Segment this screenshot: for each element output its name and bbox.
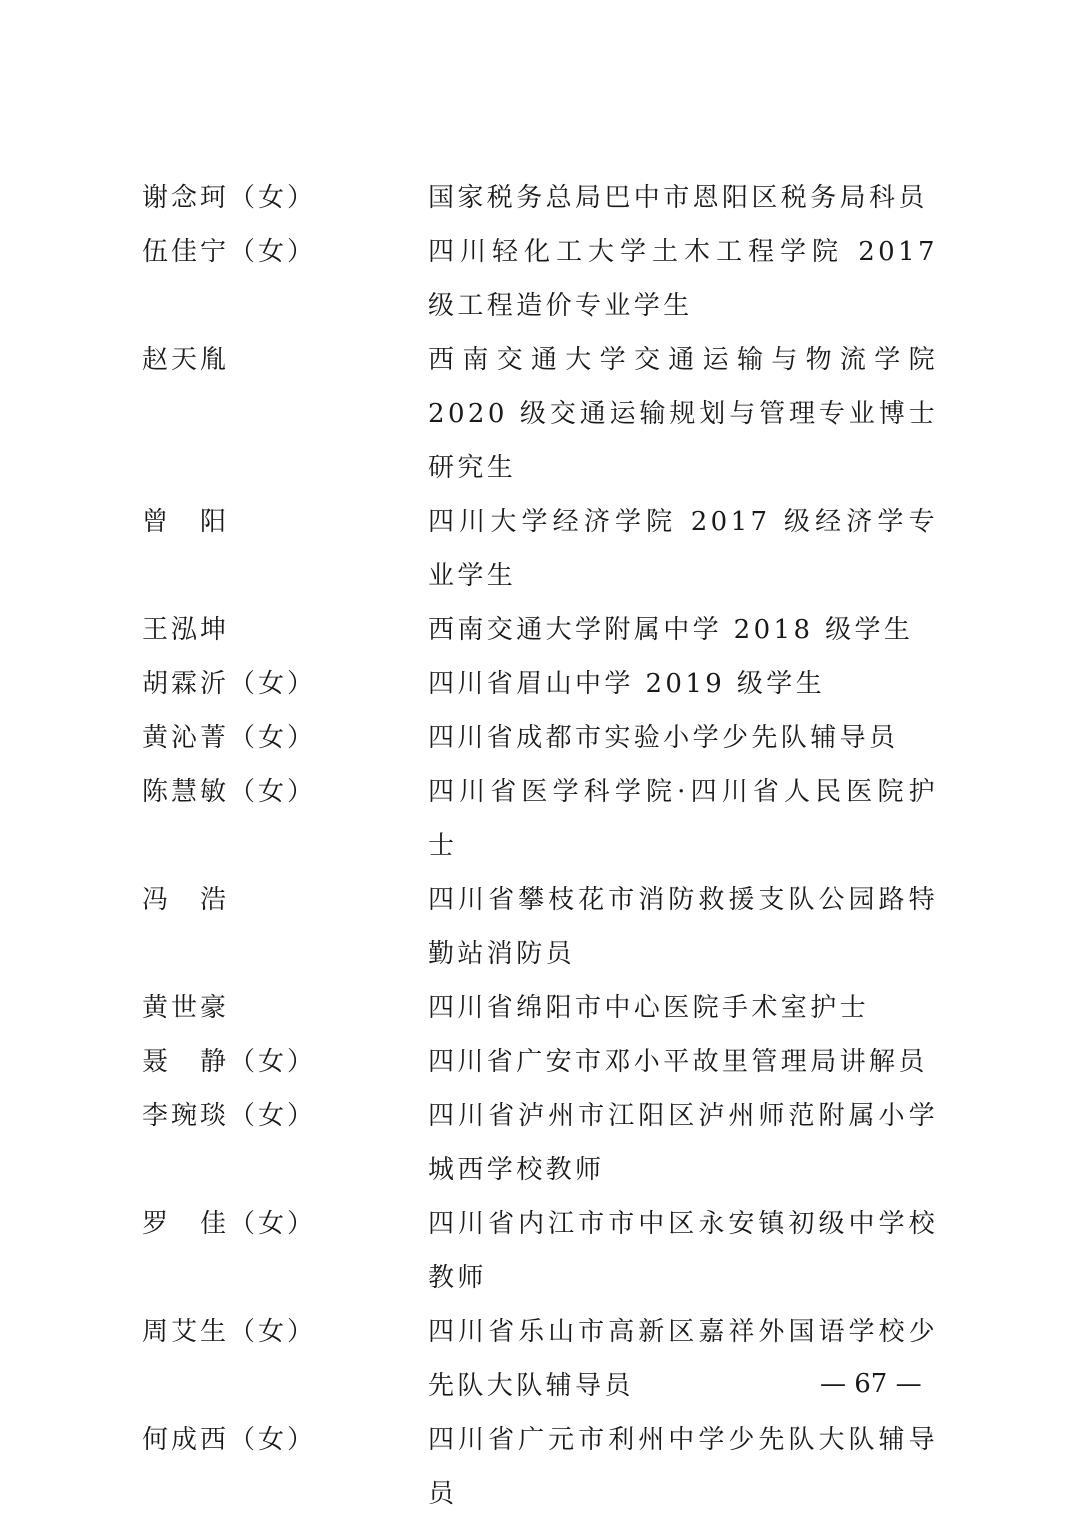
list-item (142, 495, 942, 603)
person-affiliation: 四川省泸州市江阳区泸州师范附属小学城西学校教师 (428, 1101, 938, 1185)
person-name: 陈慧敏（女） (142, 777, 317, 807)
person-name: 王泓坤 (142, 615, 230, 645)
page-number: — 67 — (820, 1369, 922, 1399)
person-affiliation: 西南交通大学附属中学 2018 级学生 (428, 615, 914, 645)
list-item (142, 1035, 942, 1089)
person-name: 周艾生（女） (142, 1317, 317, 1347)
person-name: 伍佳宁（女） (142, 237, 317, 267)
person-name: 黄沁菁（女） (142, 723, 317, 753)
list-item (142, 603, 942, 657)
person-name: 罗 佳（女） (142, 1209, 317, 1239)
honoree-list (142, 171, 942, 1521)
list-item (142, 1197, 942, 1305)
person-name: 聂 静（女） (142, 1047, 317, 1077)
list-item (142, 873, 942, 981)
list-item (142, 981, 942, 1035)
list-item (142, 1089, 942, 1197)
person-name: 赵天胤 (142, 345, 230, 375)
list-item (142, 711, 942, 765)
list-item (142, 765, 942, 873)
person-name: 谢念珂（女） (142, 183, 317, 213)
person-affiliation: 四川省内江市市中区永安镇初级中学校教师 (428, 1209, 938, 1293)
person-affiliation: 四川省医学科学院·四川省人民医院护士 (428, 777, 938, 861)
person-affiliation: 四川省攀枝花市消防救援支队公园路特勤站消防员 (428, 885, 938, 969)
person-name: 黄世豪 (142, 993, 230, 1023)
person-affiliation: 四川省广元市利州中学少先队大队辅导员 (428, 1425, 938, 1509)
list-item (142, 1413, 942, 1521)
person-affiliation: 四川轻化工大学土木工程学院 2017 级工程造价专业学生 (428, 237, 938, 321)
person-affiliation: 四川省绵阳市中心医院手术室护士 (428, 993, 870, 1023)
person-affiliation: 西南交通大学交通运输与物流学院 2020 级交通运输规划与管理专业博士研究生 (428, 345, 938, 483)
person-affiliation: 四川省乐山市高新区嘉祥外国语学校少先队大队辅导员 (428, 1317, 938, 1401)
list-item (142, 225, 942, 333)
person-name: 胡霖沂（女） (142, 669, 317, 699)
list-item (142, 333, 942, 495)
person-affiliation: 四川大学经济学院 2017 级经济学专业学生 (428, 507, 938, 591)
person-affiliation: 四川省广安市邓小平故里管理局讲解员 (428, 1047, 928, 1077)
person-name: 李琬琰（女） (142, 1101, 317, 1131)
person-name: 冯 浩 (142, 885, 230, 915)
person-name: 曾 阳 (142, 507, 230, 537)
person-name: 何成西（女） (142, 1425, 317, 1455)
person-affiliation: 四川省眉山中学 2019 级学生 (428, 669, 826, 699)
person-affiliation: 四川省成都市实验小学少先队辅导员 (428, 723, 899, 753)
list-item (142, 657, 942, 711)
person-affiliation: 国家税务总局巴中市恩阳区税务局科员 (428, 183, 928, 213)
list-item (142, 171, 942, 225)
